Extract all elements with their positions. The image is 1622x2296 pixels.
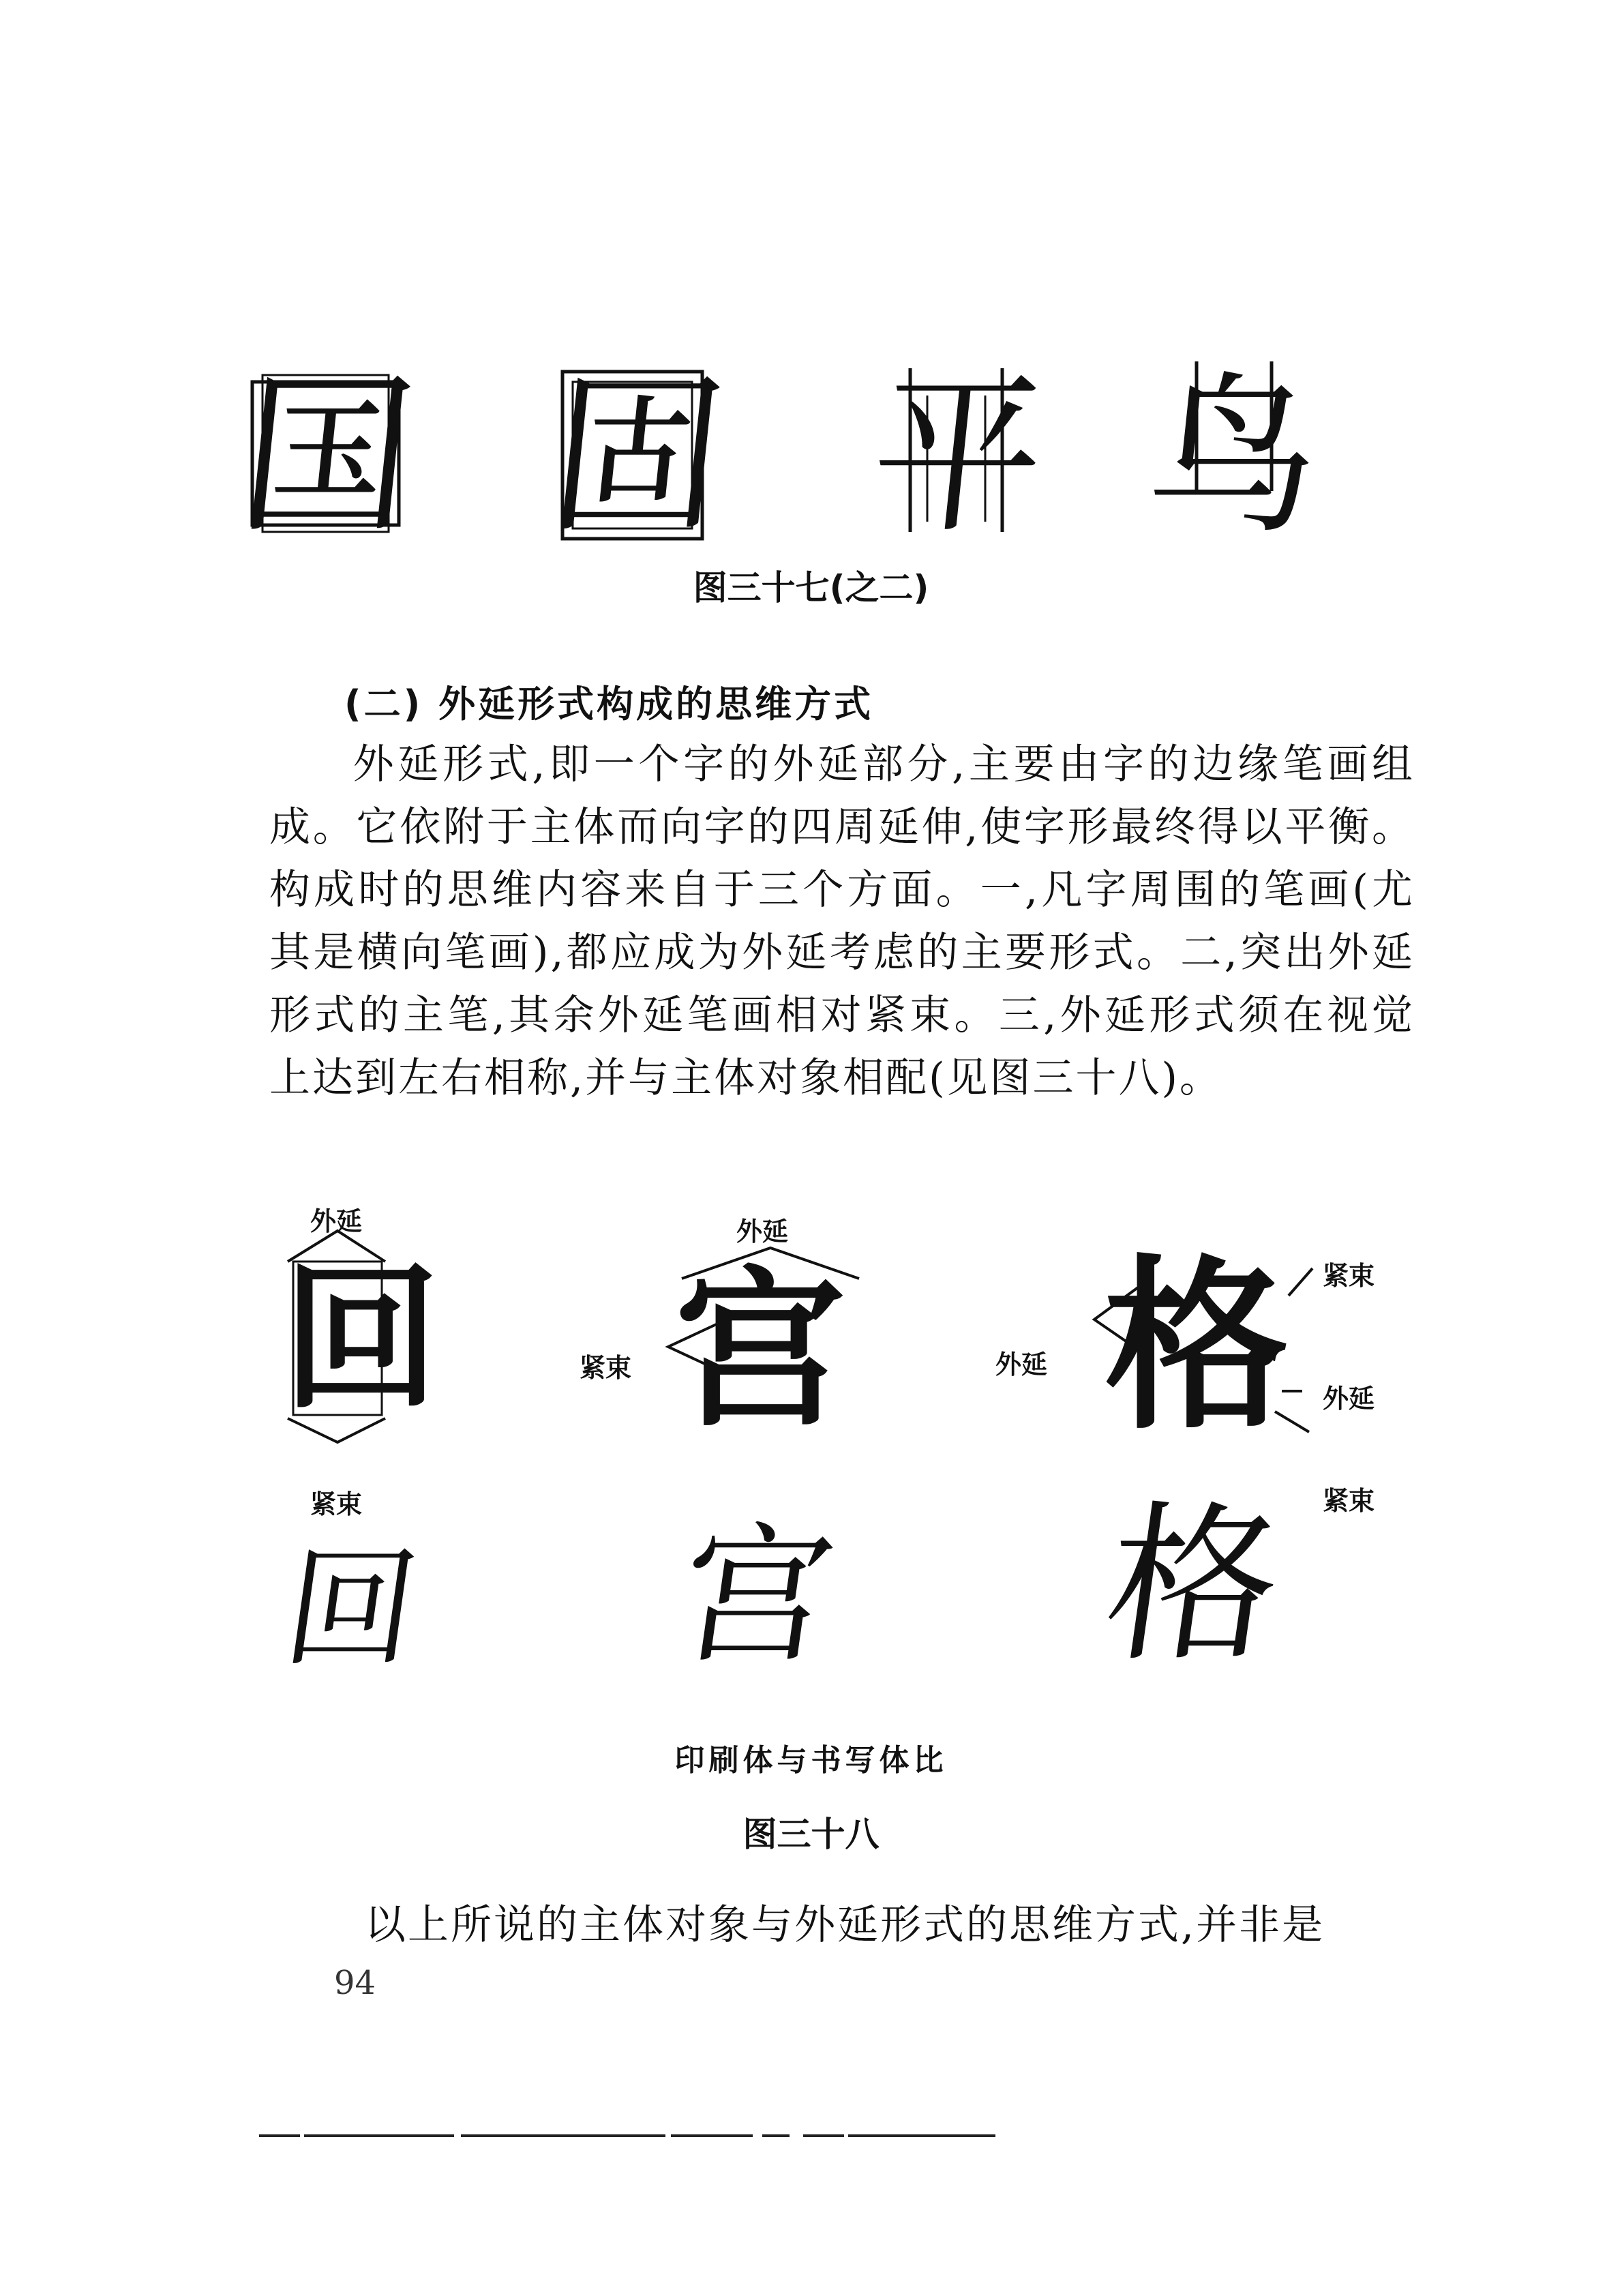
label-jinshu-2: 紧束 <box>580 1353 632 1383</box>
figure-38-caption: 图三十八 <box>742 1815 880 1854</box>
hand-char-hui: 回 <box>275 1534 427 1684</box>
section-heading: (二) 外延形式构成的思维方式 <box>344 683 874 726</box>
print-char-ge: 格 <box>1105 1239 1289 1454</box>
calligraphy-char-3: 平 <box>862 357 1054 556</box>
scan-artifact-line <box>259 2133 995 2138</box>
figure-37-caption: 图三十七(之二) <box>693 568 929 608</box>
calligraphy-char-4: 鸟 <box>1138 357 1330 556</box>
label-waiyan-2: 外延 <box>736 1217 789 1247</box>
hand-char-ge: 格 <box>1094 1486 1293 1684</box>
label-jinshu-3: 紧束 <box>1323 1261 1375 1291</box>
label-waiyan-4: 外延 <box>1323 1384 1375 1414</box>
label-waiyan-1: 外延 <box>310 1206 363 1236</box>
hand-char-gong: 宫 <box>670 1508 845 1683</box>
calligraphy-char-1: 国 <box>231 357 423 556</box>
calligraphy-char-2: 固 <box>541 357 734 556</box>
label-waiyan-3: 外延 <box>995 1350 1048 1380</box>
body-last-line: 以上所说的主体对象与外延形式的思维方式,并非是 <box>365 1901 1325 1949</box>
figure-38 <box>245 1200 1432 1691</box>
print-char-hui: 回 <box>283 1249 440 1431</box>
label-jinshu-4: 紧束 <box>1323 1486 1375 1516</box>
figure-38-subcaption: 印刷体与书写体比 <box>674 1743 948 1778</box>
body-paragraph <box>269 733 1415 1109</box>
label-jinshu-1: 紧束 <box>310 1489 363 1519</box>
figure-37 <box>225 355 1357 559</box>
body-paragraph-text: 外延形式,即一个字的外延部分,主要由字的边缘笔画组成。它依附于主体而向字的四周延伸,使字形最终得以平衡。构成时的思维内容来自于三个方面。一,凡字周围的笔画(尤其是横向笔画),都应成为外延考虑的主要形式。二,突出外延形式的主笔,其余外延笔画相对紧束。三,外延形式须在视觉上达到左右相称,并与主体对象相配(见图三十八)。 <box>269 741 1415 1102</box>
print-char-gong: 宫 <box>675 1251 845 1449</box>
page-number: 94 <box>334 1964 376 2002</box>
